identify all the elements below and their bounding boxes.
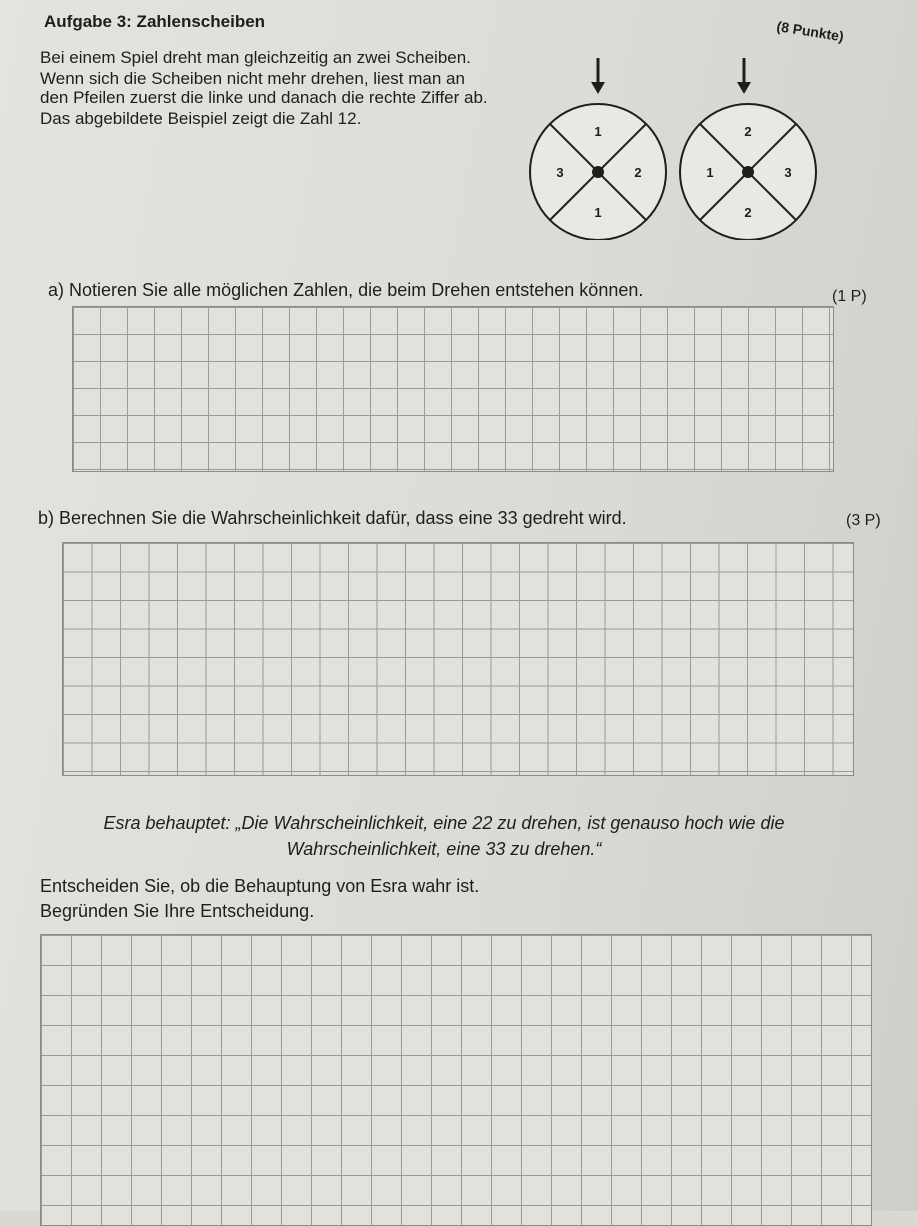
left-disk-top-label: 1 [594,124,602,139]
right-disk-bottom-label: 2 [744,205,752,220]
right-disk-top-label: 2 [744,124,752,139]
left-disk [530,104,666,240]
task-b-points: (3 P) [846,512,881,529]
instruction-line-2: Begründen Sie Ihre Entscheidung. [40,901,315,921]
intro-line-3: Das abgebildete Beispiel zeigt die Zahl 12. [40,109,362,128]
answer-grid-a[interactable] [72,306,834,472]
spinner-disks-figure [520,50,820,240]
right-disk-left-label: 1 [706,165,714,180]
decision-instruction [40,874,740,924]
instruction-line-1: Entscheiden Sie, ob die Behauptung von Esra wahr ist. [40,876,480,896]
esra-claim: Esra behauptet: „Die Wahrscheinlichkeit, eine 22 zu drehen, ist genauso hoch wie die Wahrscheinlichkeit, eine 33 zu drehen.“ [103,813,785,859]
intro-text [40,48,490,130]
total-points: (8 Punkte) [775,18,845,45]
right-disk-right-label: 3 [784,165,792,180]
left-disk-left-label: 3 [556,165,564,180]
right-disk [680,104,816,240]
task-a-points: (1 P) [832,288,867,305]
left-disk-bottom-label: 1 [594,205,602,220]
task-a-text: a) Notieren Sie alle möglichen Zahlen, die beim Drehen entstehen können. [48,280,644,300]
left-disk-right-label: 2 [634,165,642,180]
answer-grid-c[interactable] [40,934,872,1226]
answer-grid-b[interactable] [62,542,854,776]
intro-line-2: Wenn sich die Scheiben nicht mehr drehen, liest man an den Pfeilen zuerst die linke und danach die rechte Ziffer ab. [40,69,488,107]
left-arrow-icon [591,58,605,94]
intro-line-1: Bei einem Spiel dreht man gleichzeitig an zwei Scheiben. [40,48,471,67]
right-arrow-icon [737,58,751,94]
task-title: Aufgabe 3: Zahlenscheiben [44,12,266,31]
task-b-text: b) Berechnen Sie die Wahrscheinlichkeit dafür, dass eine 33 gedreht wird. [38,508,627,528]
